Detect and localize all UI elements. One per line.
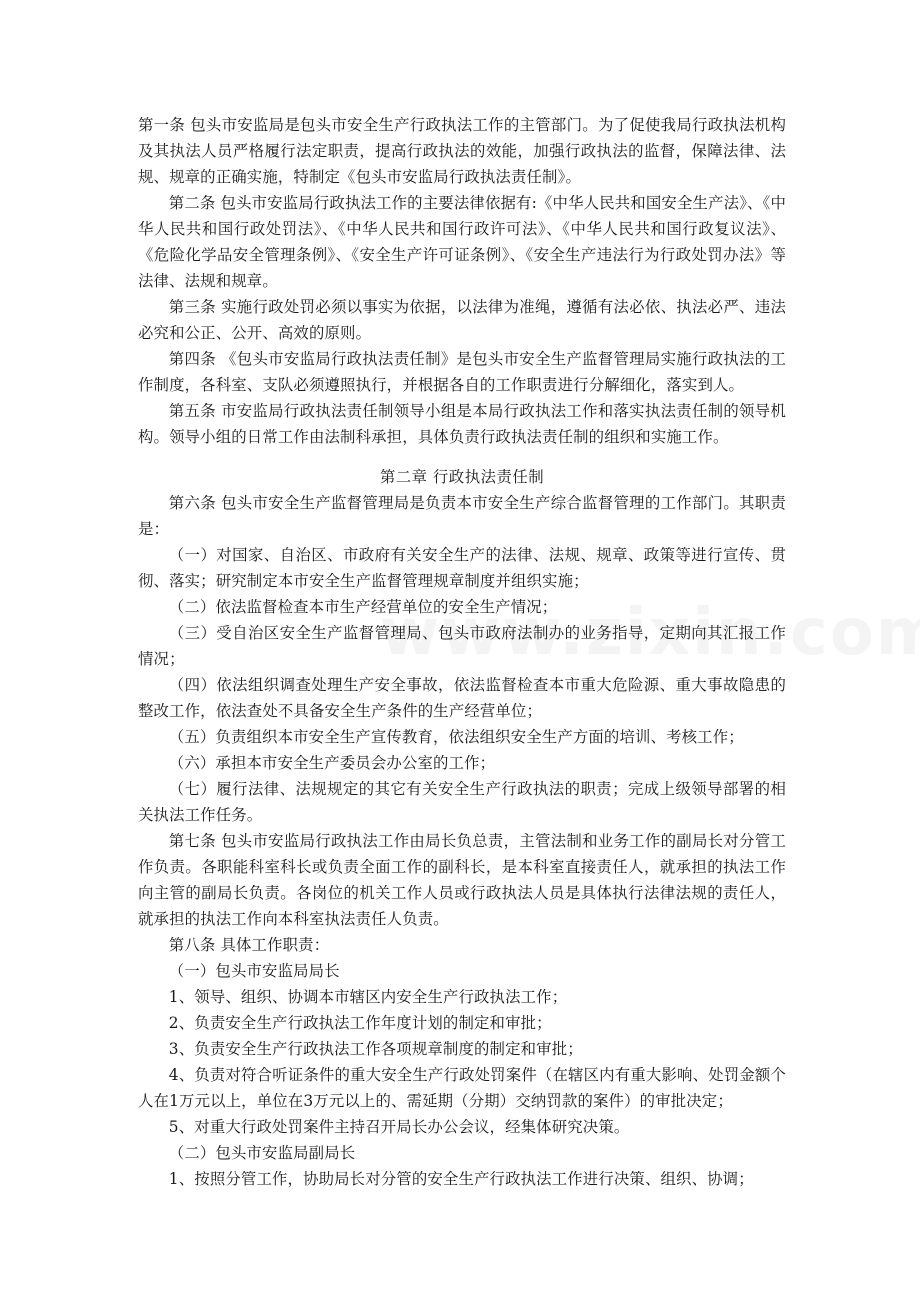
article-8-1-item-4: 4、负责对符合听证条件的重大安全生产行政处罚案件（在辖区内有重大影响、处罚金额个人在1万元以上，单位在3万元以上的、需延期（分期）交纳罚款的案件）的审批决定； [138, 1066, 786, 1110]
article-8-heading-2: （二）包头市安监局副局长 [168, 1144, 356, 1162]
article-4: 第四条 《包头市安监局行政执法责任制》是包头市安全生产监督管理局实施行政执法的工作制度，各科室、支队必须遵照执行，并根据各自的工作职责进行分解细化，落实到人。 [138, 350, 786, 394]
article-1: 第一条 包头市安监局是包头市安全生产行政执法工作的主管部门。为了促使我局行政执法机构及其执法人员严格履行法定职责，提高行政执法的效能，加强行政执法的监督，保障法律、法规、规章的正确实施，特制定《包头市安监局行政执法责任制》。 [138, 116, 786, 186]
article-8-heading-1: （一）包头市安监局局长 [168, 962, 340, 980]
article-6-item-2: （二）依法监督检查本市生产经营单位的安全生产情况； [168, 598, 558, 616]
article-6-item-5: （五）负责组织本市安全生产宣传教育，依法组织安全生产方面的培训、考核工作； [168, 728, 744, 746]
article-3: 第三条 实施行政处罚必须以事实为依据，以法律为准绳，遵循有法必依、执法必严、违法必究和公正、公开、高效的原则。 [138, 298, 786, 342]
article-6-item-7: （七）履行法律、法规规定的其它有关安全生产行政执法的职责；完成上级领导部署的相关执法工作任务。 [138, 780, 786, 824]
article-8-2-item-1: 1、按照分管工作，协助局长对分管的安全生产行政执法工作进行决策、组织、协调； [168, 1170, 754, 1188]
article-8-1-item-1: 1、领导、组织、协调本市辖区内安全生产行政执法工作； [168, 988, 568, 1006]
document-body [138, 112, 786, 1192]
article-6-item-3: （三）受自治区安全生产监督管理局、包头市政府法制办的业务指导，定期向其汇报工作情况； [138, 624, 786, 668]
article-6-item-6: （六）承担本市安全生产委员会办公室的工作； [168, 754, 496, 772]
article-6-item-4: （四）依法组织调查处理生产安全事故，依法监督检查本市重大危险源、重大事故隐患的整改工作，依法查处不具备安全生产条件的生产经营单位； [138, 676, 786, 720]
chapter-heading: 第二章 行政执法责任制 [379, 468, 545, 486]
article-7: 第七条 包头市安监局行政执法工作由局长负总责，主管法制和业务工作的副局长对分管工作负责。各职能科室科长或负责全面工作的副科长，是本科室直接责任人，就承担的执法工作向主管的副局长负责。各岗位的机关工作人员或行政执法人员是具体执行法律法规的责任人，就承担的执法工作向本科室执法责任人负责。 [138, 832, 786, 928]
article-2: 第二条 包头市安监局行政执法工作的主要法律依据有:《中华人民共和国安全生产法》、《中华人民共和国行政处罚法》、《中华人民共和国行政许可法》、《中华人民共和国行政复议法》、《危险化学品安全管理条例》、《安全生产许可证条例》、《安全生产违法行为行政处罚办法》等法律、法规和规章。 [138, 194, 786, 290]
article-8-1-item-2: 2、负责安全生产行政执法工作年度计划的制定和审批； [168, 1014, 552, 1032]
article-6-item-1: （一）对国家、自治区、市政府有关安全生产的法律、法规、规章、政策等进行宣传、贯彻、落实；研究制定本市安全生产监督管理规章制度并组织实施； [138, 546, 786, 590]
article-6: 第六条 包头市安全生产监督管理局是负责本市安全生产综合监督管理的工作部门。其职责是： [138, 494, 786, 538]
article-8-1-item-5: 5、对重大行政处罚案件主持召开局长办公会议，经集体研究决策。 [168, 1118, 630, 1136]
article-5: 第五条 市安监局行政执法责任制领导小组是本局行政执法工作和落实执法责任制的领导机构。领导小组的日常工作由法制科承担，具体负责行政执法责任制的组织和实施工作。 [138, 402, 786, 446]
article-8-1-item-3: 3、负责安全生产行政执法工作各项规章制度的制定和审批； [168, 1040, 583, 1058]
article-8: 第八条 具体工作职责： [168, 936, 330, 954]
